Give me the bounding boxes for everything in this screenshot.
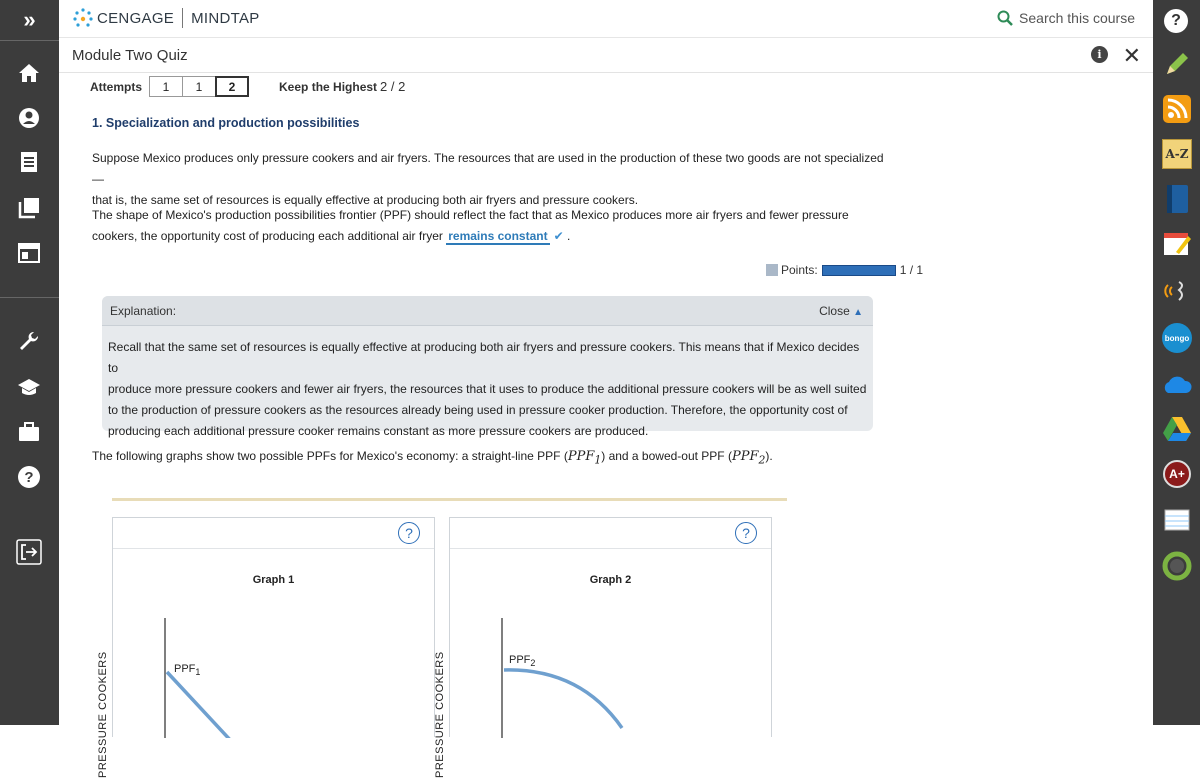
library-icon[interactable] bbox=[14, 193, 44, 223]
search-box[interactable] bbox=[997, 10, 1135, 26]
attempt-box[interactable]: 1 bbox=[149, 76, 183, 97]
onedrive-icon[interactable] bbox=[1161, 368, 1193, 400]
briefcase-icon[interactable] bbox=[14, 417, 44, 447]
attempt-box[interactable]: 1 bbox=[182, 76, 216, 97]
ppf2-sub: 2 bbox=[758, 453, 766, 467]
pencil-icon[interactable] bbox=[1161, 48, 1193, 80]
graduation-cap-icon[interactable] bbox=[14, 372, 44, 402]
explanation-line: to the production of pressure cookers as the resources already being used in pressure cooker production. Therefore, the opportunity cost of bbox=[108, 403, 848, 417]
intro-text: The following graphs show two possible PPFs for Mexico's economy: a straight-line PPF ( bbox=[92, 449, 568, 463]
ppf1-label-sub: 1 bbox=[195, 667, 201, 678]
y-axis-label: PRESSURE COOKERS bbox=[434, 651, 446, 778]
points-value: 1 / 1 bbox=[899, 263, 924, 277]
graph-help-button[interactable]: ? bbox=[735, 522, 757, 544]
divider bbox=[0, 40, 59, 41]
aplia-icon[interactable]: A+ bbox=[1161, 458, 1193, 490]
bongo-icon[interactable]: bongo bbox=[1161, 322, 1193, 354]
ppf1-curve[interactable] bbox=[167, 672, 233, 738]
graph-2-panel bbox=[434, 517, 772, 778]
search-placeholder: Search this course bbox=[1019, 10, 1135, 26]
brand-divider bbox=[182, 8, 183, 28]
quiz-content bbox=[59, 73, 1153, 778]
attempt-box-selected[interactable]: 2 bbox=[215, 76, 249, 97]
intro-text: ). bbox=[765, 449, 773, 463]
google-drive-icon[interactable] bbox=[1161, 413, 1193, 445]
intro-text: ) and a bowed-out PPF ( bbox=[601, 449, 732, 463]
keep-label: Keep the Highest bbox=[279, 80, 378, 94]
calendar-icon[interactable] bbox=[14, 238, 44, 268]
graph-2-plot bbox=[450, 518, 773, 738]
readspeaker-icon[interactable] bbox=[1161, 275, 1193, 307]
chevron-up-icon: ▲ bbox=[853, 307, 863, 318]
explanation-line: Recall that the same set of resources is equally effective at producing both air fryers and pressure cookers. This means that if Mexico decides to bbox=[108, 340, 860, 375]
points-indicator bbox=[766, 263, 923, 277]
graph-help-button[interactable]: ? bbox=[398, 522, 420, 544]
paragraph-text: . bbox=[567, 229, 571, 243]
paragraph-line: The shape of Mexico's production possibilities frontier (PPF) should reflect the fact that as Mexico produces more air fryers and fewer pressure bbox=[92, 208, 849, 222]
ppf2-label-sub: 2 bbox=[530, 658, 536, 669]
attempts-bar bbox=[90, 76, 405, 97]
help-icon[interactable]: ? bbox=[14, 462, 44, 492]
close-icon[interactable]: ✕ bbox=[1122, 43, 1141, 68]
graph-tool-bar bbox=[112, 498, 787, 501]
info-icon[interactable]: i bbox=[1091, 46, 1108, 63]
page-title: Module Two Quiz bbox=[72, 47, 188, 64]
explanation-title: Explanation: bbox=[110, 304, 177, 318]
explanation-line: producing each additional pressure cooker remains constant as more pressure cookers are produced. bbox=[108, 424, 649, 438]
graphs-intro bbox=[92, 449, 773, 467]
brand-logo[interactable] bbox=[73, 8, 260, 28]
progress-ring-icon[interactable] bbox=[1161, 550, 1193, 582]
dictionary-icon[interactable]: A-Z bbox=[1161, 138, 1193, 170]
explanation-close-label: Close bbox=[819, 304, 850, 318]
ppf1-curve-label bbox=[174, 663, 200, 677]
ppf2-curve-label bbox=[509, 654, 535, 668]
graph-1-panel bbox=[97, 517, 435, 778]
cengage-logo-icon bbox=[73, 8, 93, 28]
paragraph-line: that is, the same set of resources is equally effective at producing both air fryers and pressure cookers. bbox=[92, 193, 639, 207]
ebook-icon[interactable] bbox=[1161, 183, 1193, 215]
paragraph-line: Suppose Mexico produces only pressure cookers and air fryers. The resources that are used in the production of these two goods are not specialized— bbox=[92, 151, 884, 186]
paragraph-text: cookers, the opportunity cost of producing each additional air fryer bbox=[92, 229, 443, 243]
ppf1-math bbox=[567, 449, 602, 467]
explanation-body bbox=[108, 337, 868, 442]
ppf1-sub: 1 bbox=[594, 453, 602, 467]
question-paragraph-2 bbox=[92, 205, 892, 247]
question-title: 1. Specialization and production possibilities bbox=[92, 116, 360, 130]
points-label: Points: bbox=[781, 263, 818, 277]
expand-icon[interactable]: » bbox=[23, 7, 36, 32]
activity-titlebar bbox=[59, 38, 1153, 73]
y-axis-label: PRESSURE COOKERS bbox=[97, 651, 109, 778]
brand-mindtap: MINDTAP bbox=[191, 9, 260, 27]
graph-title: Graph 2 bbox=[589, 574, 632, 586]
notebook-icon[interactable] bbox=[14, 147, 44, 177]
graph-title: Graph 1 bbox=[252, 574, 295, 586]
explanation-line: produce more pressure cookers and fewer air fryers, the resources that it uses to produce the additional pressure cookers will be as well suited bbox=[108, 382, 867, 396]
explanation-header[interactable] bbox=[102, 296, 873, 326]
explanation-panel bbox=[102, 296, 873, 438]
ppf1-label-text: PPF bbox=[174, 663, 196, 675]
explanation-close-button[interactable] bbox=[819, 304, 863, 318]
header bbox=[59, 0, 1153, 38]
flag-icon[interactable] bbox=[766, 264, 778, 276]
attempts-label: Attempts bbox=[90, 79, 143, 94]
answer-dropdown[interactable]: remains constant bbox=[448, 229, 548, 243]
right-sidebar bbox=[1153, 0, 1200, 725]
ppf2-label-text: PPF bbox=[509, 654, 531, 666]
search-icon bbox=[997, 10, 1013, 26]
graph-1-plot bbox=[113, 518, 436, 738]
home-icon[interactable] bbox=[14, 58, 44, 88]
ppf2-name: PPF bbox=[731, 449, 759, 464]
keep-highest bbox=[279, 79, 405, 94]
paragraph-line bbox=[92, 226, 892, 247]
ppf2-math bbox=[731, 449, 766, 467]
checkmark-icon: ✔ bbox=[553, 229, 564, 243]
logout-icon[interactable] bbox=[14, 537, 44, 567]
wrench-icon[interactable] bbox=[14, 327, 44, 357]
notes-icon[interactable] bbox=[1161, 228, 1193, 260]
account-icon[interactable] bbox=[14, 103, 44, 133]
rss-icon[interactable] bbox=[1161, 93, 1193, 125]
left-sidebar bbox=[0, 0, 59, 725]
ppf2-curve[interactable] bbox=[504, 670, 622, 728]
divider bbox=[0, 297, 59, 298]
points-progress-bar bbox=[822, 265, 896, 276]
keep-value: 2 / 2 bbox=[380, 79, 406, 94]
help-circle-icon[interactable]: ? bbox=[1164, 9, 1188, 33]
brand-cengage: CENGAGE bbox=[97, 9, 175, 27]
ppf1-name: PPF bbox=[567, 449, 595, 464]
question-paragraph-1 bbox=[92, 148, 892, 211]
flashcards-icon[interactable] bbox=[1161, 504, 1193, 536]
